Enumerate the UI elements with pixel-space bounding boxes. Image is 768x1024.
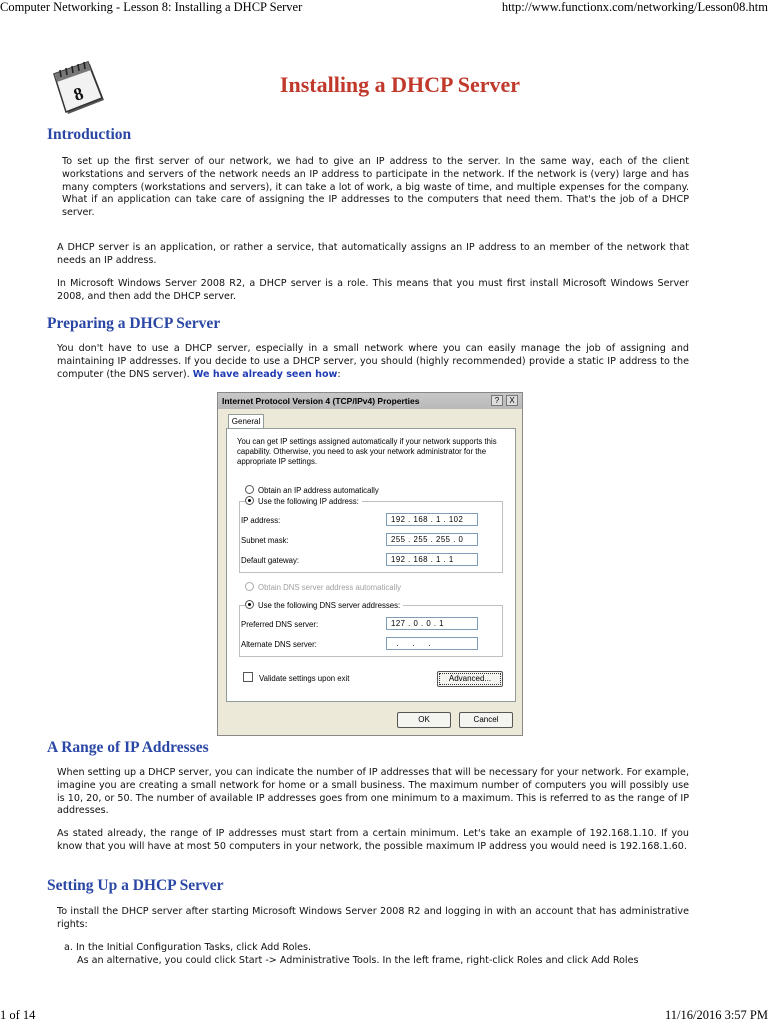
use-following-dns-radio[interactable] — [245, 600, 403, 611]
print-datetime: 11/16/2016 3:57 PM — [664, 1008, 768, 1022]
range-paragraph-1: When setting up a DHCP server, you can indicate the number of IP addresses that will be necessary for your network. For example, imagine you are creating a small network for home or a small business. The maximum number of computers you will possibly use is 10, 20, or 50. The number of available IP addresses goes from one minimum to a maximum. This is referred to as the range of IP addresses. — [57, 767, 689, 817]
setting-up-paragraph: To install the DHCP server after starting Microsoft Windows Server 2008 R2 and logging in with an account that has administrative rights: — [57, 906, 689, 930]
heading-introduction: Introduction — [47, 126, 132, 143]
subnet-mask-field[interactable]: 255 . 255 . 255 . 0 — [386, 533, 478, 546]
step-a-alternative: As an alternative, you could click Start -> Administrative Tools. In the left frame, right-click Roles and click Add Roles — [77, 955, 639, 966]
general-panel — [226, 428, 516, 702]
obtain-ip-auto-label: Obtain an IP address automatically — [258, 486, 379, 495]
advanced-button[interactable]: Advanced... — [437, 671, 503, 687]
alternate-dns-label: Alternate DNS server: — [241, 640, 317, 649]
heading-setting-up: Setting Up a DHCP Server — [47, 877, 224, 894]
radio-icon — [245, 485, 254, 494]
preparing-paragraph — [57, 343, 689, 381]
preparing-text: You don't have to use a DHCP server, especially in a small network where you can easily manage the job of assigning and maintaining IP addresses. If you decide to use a DHCP server, you should (highly recommended) provide a static IP address to the computer (the DNS server). — [57, 343, 689, 380]
obtain-dns-auto-label: Obtain DNS server address automatically — [258, 583, 402, 592]
radio-selected-icon — [245, 496, 254, 505]
cancel-button[interactable]: Cancel — [459, 712, 513, 728]
page-count: 1 of 14 — [0, 1008, 36, 1022]
obtain-dns-auto-radio[interactable] — [245, 582, 401, 593]
obtain-ip-auto-radio[interactable] — [245, 485, 379, 496]
tab-general[interactable]: General — [228, 414, 264, 429]
preparing-colon: : — [337, 368, 341, 380]
ip-address-label: IP address: — [241, 516, 281, 525]
preferred-dns-label: Preferred DNS server: — [241, 620, 319, 629]
help-button[interactable]: ? — [491, 395, 503, 406]
radio-selected-icon — [245, 600, 254, 609]
ok-button[interactable]: OK — [397, 712, 451, 728]
intro-paragraph-1: To set up the first server of our network, we had to give an IP address to the server. In the same way, each of the client workstations and servers of the network needs an IP address to participate in the network. If the network is (very) large and has many compters (workstations and servers), it can take a lot of work, a big waste of time, and multiple expenses for the company. What if an application can take care of assigning the IP addresses to the computers that need them. That's the job of a DHCP server. — [62, 156, 689, 219]
calendar-page-icon — [50, 60, 108, 120]
step-a: a. In the Initial Configuration Tasks, click Add Roles. — [64, 942, 312, 953]
heading-range: A Range of IP Addresses — [47, 739, 209, 756]
radio-disabled-icon — [245, 582, 254, 591]
validate-settings-label: Validate settings upon exit — [259, 674, 350, 683]
validate-settings-checkbox[interactable] — [243, 672, 349, 684]
dialog-intro-text: You can get IP settings assigned automatically if your network supports this capability. Otherwise, you need to ask your network administrator for the appropriate IP settings. — [237, 437, 497, 466]
alternate-dns-field[interactable]: . . . — [386, 637, 478, 650]
print-header-url: http://www.functionx.com/networking/Lesson08.htm — [501, 0, 768, 14]
steps-list — [64, 941, 714, 967]
use-following-ip-label: Use the following IP address: — [258, 497, 359, 506]
already-seen-link[interactable]: We have already seen how — [192, 368, 338, 380]
preferred-dns-field[interactable]: 127 . 0 . 0 . 1 — [386, 617, 478, 630]
subnet-mask-label: Subnet mask: — [241, 536, 289, 545]
intro-paragraph-2: A DHCP server is an application, or rather a service, that automatically assigns an IP address to an member of the network that needs an IP address. — [57, 242, 689, 266]
default-gateway-field[interactable]: 192 . 168 . 1 . 1 — [386, 553, 478, 566]
range-paragraph-2: As stated already, the range of IP addresses must start from a certain minimum. Let's take an example of 192.168.1.10. If you know that you will have at most 50 computers in your network, the possible maximum IP address you would need is 192.168.1.60. — [57, 828, 689, 852]
default-gateway-label: Default gateway: — [241, 556, 300, 565]
page-title: Installing a DHCP Server — [279, 72, 521, 97]
print-header — [0, 0, 768, 16]
close-button[interactable]: X — [506, 395, 518, 406]
use-following-dns-label: Use the following DNS server addresses: — [258, 601, 401, 610]
lesson-number: 8 — [71, 82, 86, 105]
dialog-title: Internet Protocol Version 4 (TCP/IPv4) Properties — [218, 393, 522, 409]
checkbox-icon — [243, 672, 253, 682]
print-header-title: Computer Networking - Lesson 8: Installing a DHCP Server — [0, 0, 303, 14]
print-footer — [0, 1008, 768, 1024]
ip-address-field[interactable]: 192 . 168 . 1 . 102 — [386, 513, 478, 526]
intro-paragraph-3: In Microsoft Windows Server 2008 R2, a DHCP server is a role. This means that you must first install Microsoft Windows Server 2008, and then add the DHCP server. — [57, 278, 689, 302]
heading-preparing: Preparing a DHCP Server — [47, 315, 221, 332]
tcpip-properties-dialog — [217, 392, 523, 736]
use-following-ip-radio[interactable] — [245, 496, 362, 507]
